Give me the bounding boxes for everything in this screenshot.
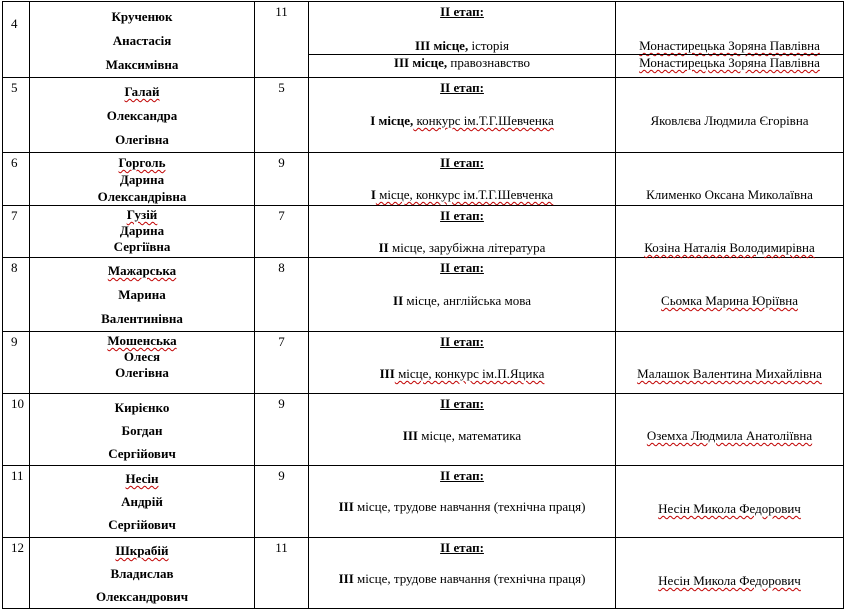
grade: 9 [255, 394, 309, 466]
student-patronymic: Олександрівна [97, 189, 187, 204]
grade: 7 [255, 206, 309, 258]
award-line: І місце, конкурс ім.Т.Г.Шевченка [370, 187, 554, 202]
student-surname: Мошенська [107, 333, 177, 348]
teacher-cell [616, 78, 844, 153]
student-first-name: Андрій [121, 494, 163, 509]
table-row [3, 153, 844, 206]
stage-cell [309, 332, 616, 394]
student-name-cell [30, 78, 255, 153]
student-first-name: Анастасія [112, 33, 172, 48]
teacher-name: Сьомка Марина Юріївна [661, 293, 798, 308]
student-surname: Несін [125, 471, 159, 486]
student-surname: Гузій [126, 207, 158, 222]
award-line: ІІІ місце, математика [402, 428, 522, 443]
stage-cell [309, 206, 616, 258]
table-row [3, 2, 844, 78]
table-row [3, 538, 844, 609]
row-number: 9 [3, 332, 30, 394]
teacher-name: Монастирецька Зоряна Павлівна [639, 55, 820, 70]
award-line: ІІІ місце, трудове навчання (технічна праця) [338, 499, 586, 514]
stage-cell [309, 2, 616, 78]
award-line: ІІІ місце, історія [415, 38, 509, 53]
teacher-name: Несін Микола Федорович [658, 573, 801, 588]
student-surname: Крученюк [111, 9, 173, 24]
student-surname: Шкрабій [115, 543, 169, 558]
stage-cell [309, 538, 616, 609]
table-row [3, 466, 844, 538]
student-patronymic: Валентинівна [101, 311, 183, 326]
student-first-name: Олеся [123, 349, 161, 364]
teacher-name: Яковлєва Людмила Єгорівна [650, 113, 809, 128]
row-number: 4 [3, 2, 30, 78]
stage-title: ІІ етап: [440, 540, 484, 555]
teacher-name: Козіна Наталія Володимирівна [644, 240, 815, 255]
student-first-name: Марина [118, 287, 166, 302]
student-surname: Кирієнко [114, 400, 170, 415]
student-patronymic: Сергіївна [113, 239, 171, 254]
table-row [3, 206, 844, 258]
award-line: ІІІ місце, правознавство [393, 55, 531, 70]
student-patronymic: Сергійович [108, 446, 176, 461]
results-table [2, 1, 844, 609]
stage-title: ІІ етап: [440, 155, 484, 170]
teacher-name: Малашок Валентина Михайлівна [637, 366, 822, 381]
stage-cell [309, 466, 616, 538]
teacher-cell [616, 153, 844, 206]
stage-title: ІІ етап: [440, 4, 484, 19]
stage-title: ІІ етап: [440, 260, 484, 275]
teacher-name: Несін Микола Федорович [658, 501, 801, 516]
student-name-cell [30, 466, 255, 538]
student-surname: Мажарська [107, 263, 177, 278]
grade: 11 [255, 2, 309, 78]
stage-title: ІІ етап: [440, 208, 484, 223]
stage-cell [309, 394, 616, 466]
student-patronymic: Сергійович [108, 517, 176, 532]
table-row [3, 332, 844, 394]
student-first-name: Владислав [110, 566, 174, 581]
stage-title: ІІ етап: [440, 334, 484, 349]
student-name-cell [30, 332, 255, 394]
award-line: ІІ місце, англійська мова [393, 293, 531, 308]
student-first-name: Дарина [119, 172, 165, 187]
teacher-cell [616, 466, 844, 538]
teacher-cell [616, 394, 844, 466]
student-patronymic: Максимівна [105, 57, 179, 72]
table-row [3, 78, 844, 153]
student-patronymic: Олександрович [95, 589, 189, 604]
row-number: 8 [3, 258, 30, 332]
award-line: І місце, конкурс ім.Т.Г.Шевченка [370, 113, 554, 128]
grade: 9 [255, 153, 309, 206]
student-name-cell [30, 258, 255, 332]
student-name-cell [30, 394, 255, 466]
row-number: 7 [3, 206, 30, 258]
grade: 11 [255, 538, 309, 609]
stage-title: ІІ етап: [440, 468, 484, 483]
grade: 9 [255, 466, 309, 538]
table-row [3, 394, 844, 466]
stage-cell [309, 258, 616, 332]
teacher-cell [616, 538, 844, 609]
stage-title: ІІ етап: [440, 80, 484, 95]
student-patronymic: Олегівна [115, 365, 169, 380]
student-first-name: Богдан [121, 423, 163, 438]
stage-cell [309, 153, 616, 206]
row-number: 6 [3, 153, 30, 206]
student-name-cell [30, 206, 255, 258]
student-name-cell [30, 2, 255, 78]
teacher-name: Оземха Людмила Анатоліївна [646, 428, 813, 443]
teacher-cell [616, 206, 844, 258]
award-line: ІІ місце, зарубіжна література [378, 240, 546, 255]
award-line: ІІІ місце, конкурс ім.П.Яцика [379, 366, 545, 381]
student-first-name: Дарина [119, 223, 165, 238]
student-first-name: Олександра [106, 108, 178, 123]
teacher-name: Клименко Оксана Миколаївна [646, 187, 813, 202]
teacher-cell [616, 258, 844, 332]
student-name-cell [30, 153, 255, 206]
stage-title: ІІ етап: [440, 396, 484, 411]
table-row [3, 258, 844, 332]
award-line: ІІІ місце, трудове навчання (технічна праця) [338, 571, 586, 586]
row-number: 10 [3, 394, 30, 466]
teacher-cell [616, 332, 844, 394]
student-surname: Горголь [118, 155, 166, 170]
teacher-cell [616, 2, 844, 78]
teacher-name: Монастирецька Зоряна Павлівна [639, 38, 820, 53]
student-surname: Галай [124, 84, 160, 99]
row-number: 11 [3, 466, 30, 538]
grade: 8 [255, 258, 309, 332]
row-number: 12 [3, 538, 30, 609]
grade: 5 [255, 78, 309, 153]
grade: 7 [255, 332, 309, 394]
student-patronymic: Олегівна [115, 132, 169, 147]
student-name-cell [30, 538, 255, 609]
stage-cell [309, 78, 616, 153]
row-number: 5 [3, 78, 30, 153]
